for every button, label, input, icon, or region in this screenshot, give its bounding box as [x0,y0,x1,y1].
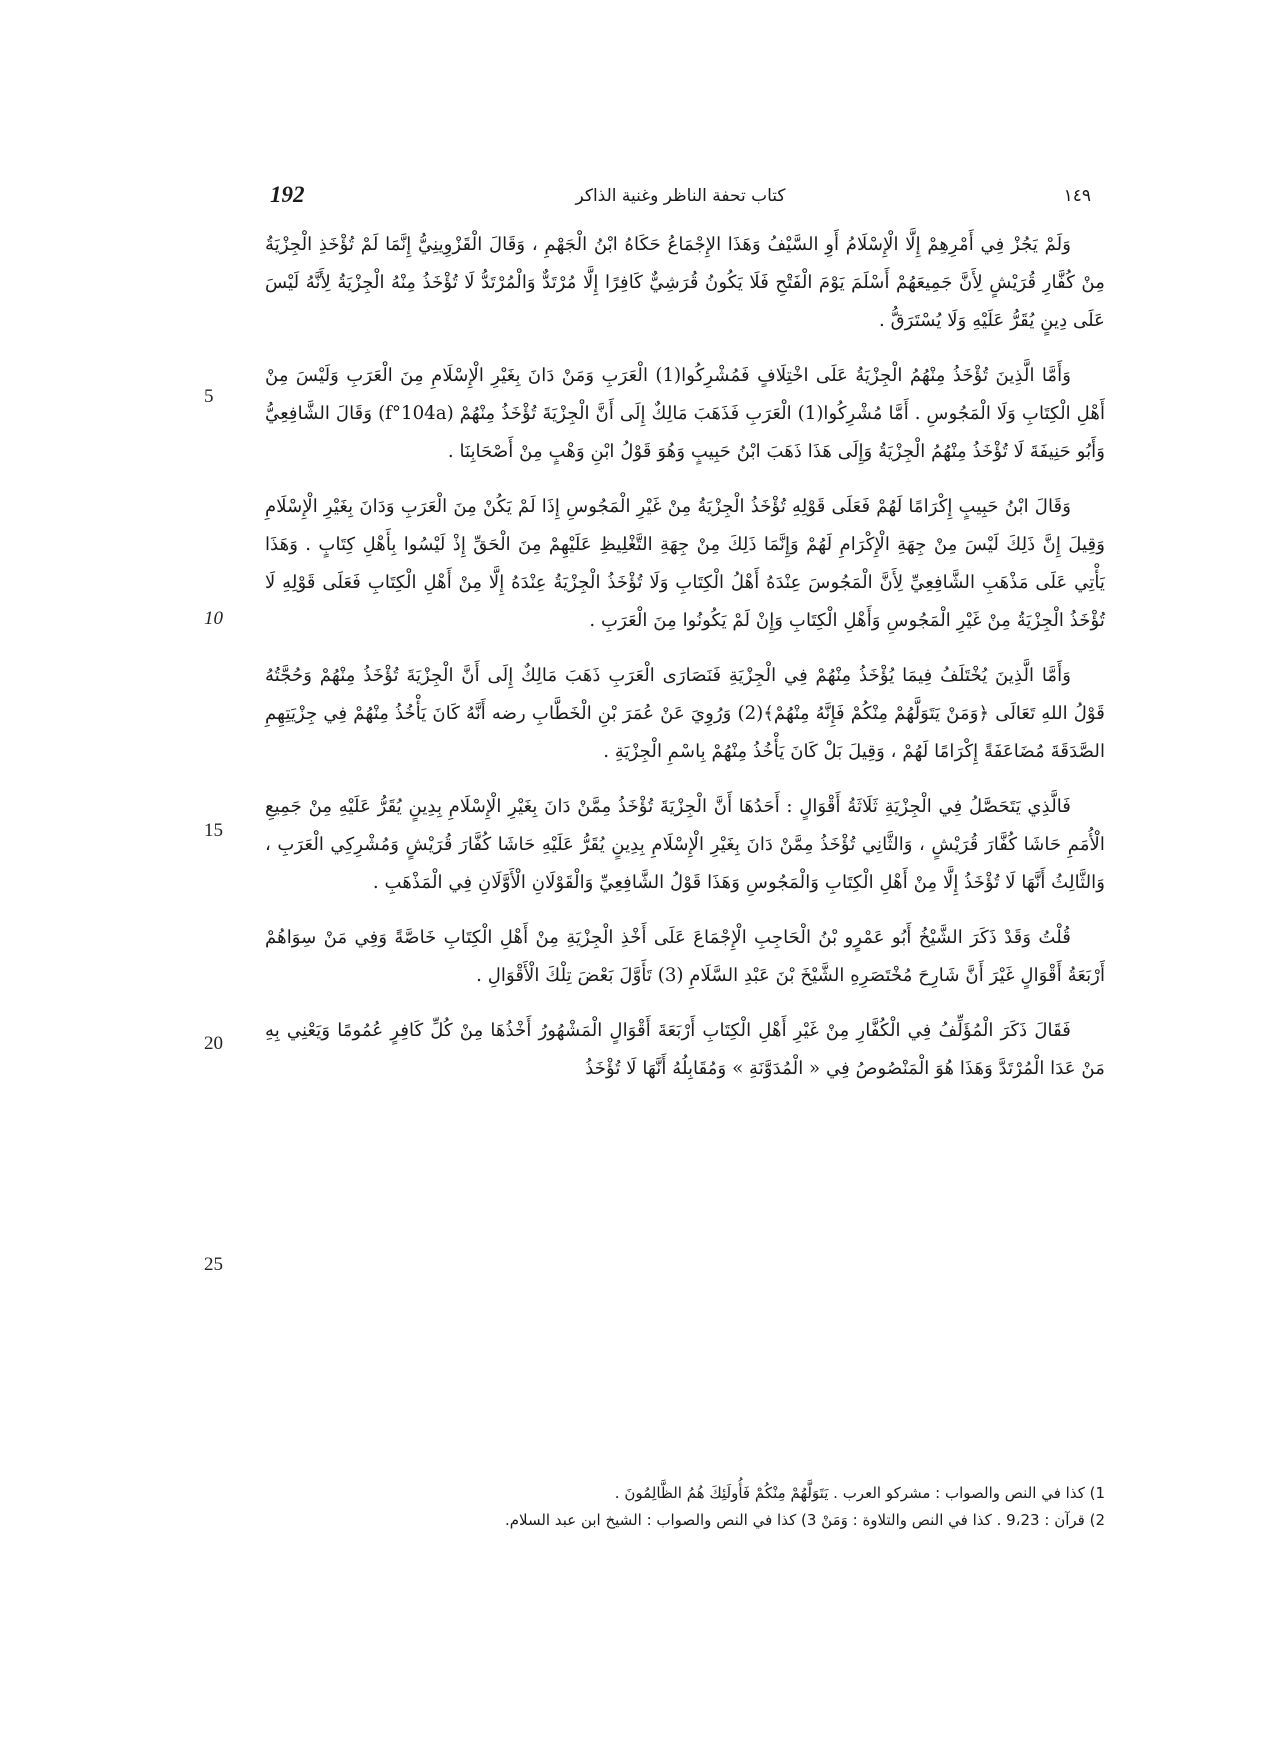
paragraph: وَقَالَ ابْنُ حَبِيبٍ إِكْرَامًا لَهُمْ فَعَلَى قَوْلِهِ تُؤْخَذُ الْجِزْيَةُ مِنْ غَيْرِ الْمَجُوسِ إِذَا لَمْ يَكُنْ مِنَ الْعَرَبِ وَدَانَ بِغَيْرِ الْإِسْلَامِ وَقِيلَ إِنَّ ذَلِكَ لَيْسَ مِنْ جِهَةِ الْإِكْرَامِ لَهُمْ وَإِنَّمَا ذَلِكَ مِنْ جِهَةِ التَّغْلِيظِ عَلَيْهِمْ مِنَ الْحَقِّ إِذْ لَيْسُوا بِأَهْلِ كِتَابٍ . وَهَذَا يَأْتِي عَلَى مَذْهَبِ الشَّافِعِيِّ لِأَنَّ الْمَجُوسَ عِنْدَهُ أَهْلُ الْكِتَابِ وَلَا تُؤْخَذُ الْجِزْيَةُ عِنْدَهُ إِلَّا مِنْ أَهْلِ الْكِتَابِ فَعَلَى قَوْلِهِ لَا تُؤْخَذُ الْجِزْيَةُ مِنْ غَيْرِ الْمَجُوسِ وَأَهْلِ الْكِتَابِ وَإِنْ لَمْ يَكُونُوا مِنَ الْعَرَبِ . [265,496,1105,631]
paragraph: وَلَمْ يَجُزْ فِي أَمْرِهِمْ إِلَّا الْإِسْلَامُ أَوِ السَّيْفُ وَهَذَا الإِجْمَاعُ حَكَاهُ ابْنُ الْجَهْمِ ، وَقَالَ الْقَزْوِينِيُّ إِنَّمَا لَمْ تُؤْخَذِ الْجِزْيَةُ مِنْ كُفَّارِ قُرَيْشٍ لِأَنَّ جَمِيعَهُمْ أَسْلَمَ يَوْمَ الْفَتْحِ فَلَا يَكُونُ قُرَشِيٌّ كَافِرًا إِلَّا مُرْتَدٌّ وَالْمُرْتَدُّ لَا تُؤْخَذُ مِنْهُ الْجِزْيَةُ لِأَنَّهُ لَيْسَ عَلَى دِينٍ يُقَرُّ عَلَيْهِ وَلَا يُسْتَرَقُّ . [265,234,1105,331]
footnotes [265,1480,1105,1534]
page-number-latin: 192 [270,182,305,207]
line-number: 10 [204,608,223,629]
paragraph: فَقَالَ ذَكَرَ الْمُؤَلِّفُ فِي الْكُفَّارِ مِنْ غَيْرِ أَهْلِ الْكِتَابِ أَرْبَعَةَ أَقْوَالٍ الْمَشْهُورُ أَخْذُهَا مِنْ كُلِّ كَافِرٍ عُمُومًا وَيَعْنِي بِهِ مَنْ عَدَا الْمُرْتَدَّ وَهَذَا هُوَ الْمَنْصُوصُ فِي « الْمُدَوَّنَةِ » وَمُقَابِلُهُ أَنَّهَا لَا تُؤْخَذُ [265,1020,1105,1079]
line-number: 15 [204,820,223,841]
footnote-line: 1) كذا في النص والصواب : مشركو العرب . يَتَوَلَّهُمْ مِنْكُمْ فَأُولَئِكَ هُمُ الظَّالِمُونَ . [614,1484,1105,1502]
line-number: 25 [204,1254,223,1275]
paragraph: قُلْتُ وَقَدْ ذَكَرَ الشَّيْخُ أَبُو عَمْرٍو بْنُ الْحَاجِبِ الْإِجْمَاعَ عَلَى أَخْذِ الْجِزْيَةِ مِنْ أَهْلِ الْكِتَابِ خَاصَّةً وَفِي مَنْ سِوَاهُمْ أَرْبَعَةُ أَقْوَالٍ غَيْرَ أَنَّ شَارِحَ مُخْتَصَرِهِ الشَّيْخَ بْنَ عَبْدِ السَّلَامِ (3) تَأَوَّلَ بَعْضَ تِلْكَ الْأَقْوَالِ . [265,927,1105,986]
paragraph: وَأَمَّا الَّذِينَ يُخْتَلَفُ فِيمَا يُؤْخَذُ مِنْهُمْ فِي الْجِزْيَةِ فَنَصَارَى الْعَرَبِ ذَهَبَ مَالِكٌ إِلَى أَنَّ الْجِزْيَةَ تُؤْخَذُ مِنْهُمْ وَحُجَّتُهُ قَوْلُ اللهِ تَعَالَى ﴿وَمَنْ يَتَوَلَّهُمْ مِنْكُمْ فَإِنَّهُ مِنْهُمْ﴾(2) وَرُوِيَ عَنْ عُمَرَ بْنِ الْخَطَّابِ رضه أَنَّهُ كَانَ يَأْخُذُ مِنْهُمْ فِي جِزْيَتِهِمِ الصَّدَقَةَ مُضَاعَفَةً إِكْرَامًا لَهُمْ ، وَقِيلَ بَلْ كَانَ يَأْخُذُ مِنْهُمْ بِاسْمِ الْجِزْيَةِ . [265,665,1105,762]
paragraph: فَالَّذِي يَتَحَصَّلُ فِي الْجِزْيَةِ ثَلَاثَةُ أَقْوَالٍ : أَحَدُهَا أَنَّ الْجِزْيَةَ تُؤْخَذُ مِمَّنْ دَانَ بِغَيْرِ الْإِسْلَامِ بِدِينٍ يُقَرُّ عَلَيْهِ مِنْ جَمِيعِ الْأُمَمِ حَاشَا كُفَّارَ قُرَيْشٍ ، وَالثَّانِي تُؤْخَذُ مِمَّنْ دَانَ بِغَيْرِ الْإِسْلَامِ بِدِينٍ يُقَرُّ عَلَيْهِ حَاشَا كُفَّارَ قُرَيْشٍ وَمُشْرِكِي الْعَرَبِ ، وَالثَّالِثُ أَنَّهَا لَا تُؤْخَذُ إِلَّا مِنْ أَهْلِ الْكِتَابِ وَالْمَجُوسِ وَهَذَا قَوْلُ الشَّافِعِيِّ وَالْقَوْلَانِ الْأَوَّلَانِ فِي الْمَذْهَبِ . [265,796,1105,893]
line-number: 20 [204,1033,223,1054]
line-number: 5 [204,386,214,407]
main-text [265,226,1105,1105]
paragraph: وَأَمَّا الَّذِينَ تُؤْخَذُ مِنْهُمُ الْجِزْيَةُ عَلَى اخْتِلَافٍ فَمُشْرِكُوا(1) الْعَرَبِ وَمَنْ دَانَ بِغَيْرِ الْإِسْلَامِ مِنَ الْعَرَبِ وَلَيْسَ مِنْ أَهْلِ الْكِتَابِ وَلَا الْمَجُوسِ . أَمَّا مُشْرِكُوا(1) الْعَرَبِ فَذَهَبَ مَالِكٌ إِلَى أَنَّ الْجِزْيَةَ تُؤْخَذُ مِنْهُمْ (f°104a) وَقَالَ الشَّافِعِيُّ وَأَبُو حَنِيفَةَ لَا تُؤْخَذُ مِنْهُمُ الْجِزْيَةُ وَإِلَى هَذَا ذَهَبَ ابْنُ حَبِيبٍ وَهُوَ قَوْلُ ابْنِ وَهْبٍ مِنْ أَصْحَابِنَا . [265,365,1105,462]
book-title: كتاب تحفة الناظر وغنية الذاكر [575,186,786,206]
page-header [270,182,1091,222]
page-number-arabic: ١٤٩ [1063,186,1091,206]
footnote-line: 2) قرآن : 9،23 . كذا في النص والتلاوة : وَمَنْ 3) كذا في النص والصواب : الشيخ ابن عبد السلام. [504,1511,1105,1529]
